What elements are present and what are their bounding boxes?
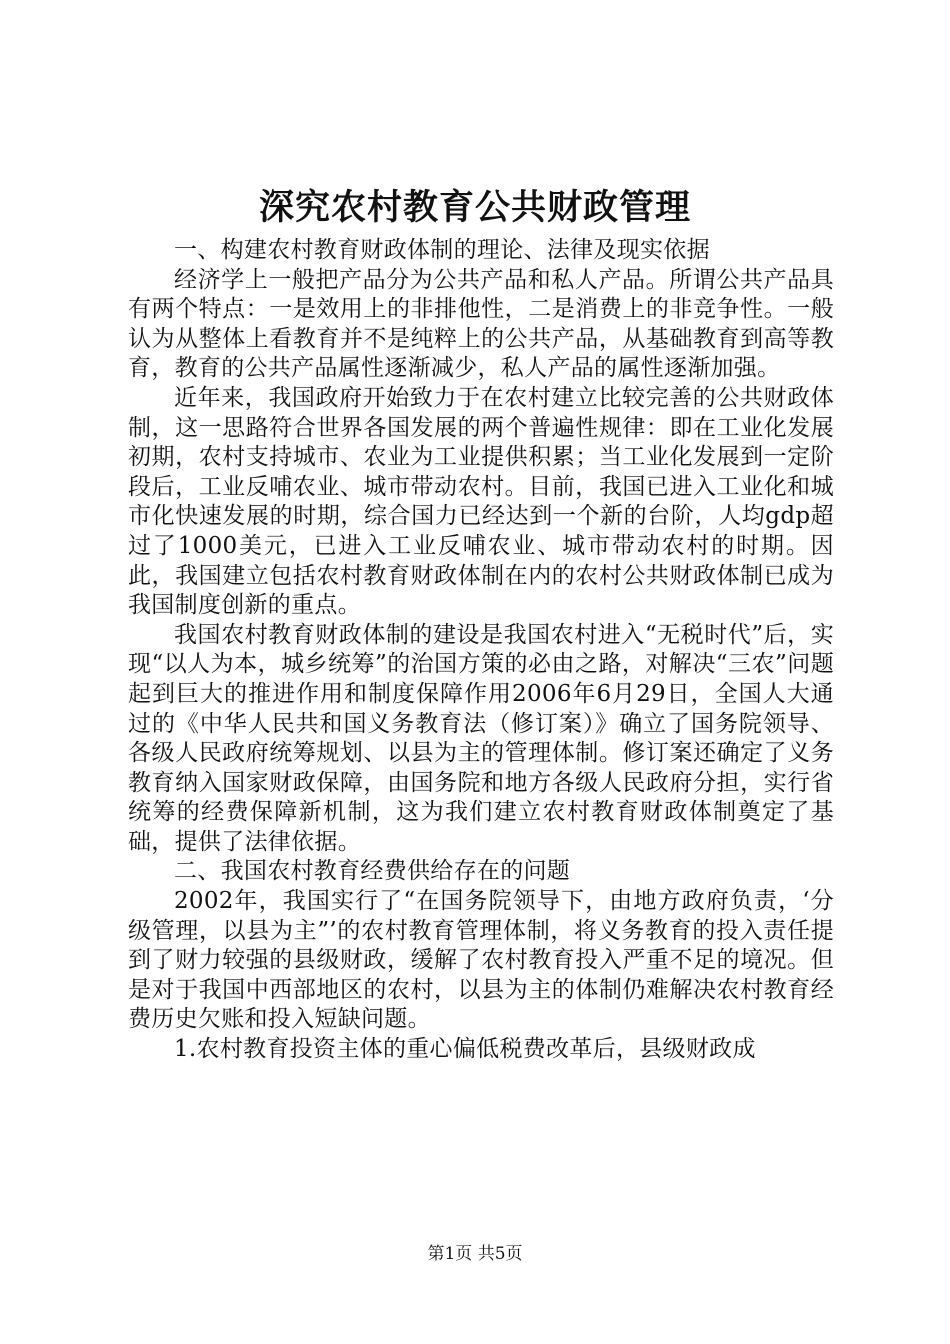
paragraph-3: 我国农村教育财政体制的建设是我国农村进入“无税时代”后，实现“以人为本，城乡统筹”的治国方策的必由之路，对解决“三农”问题起到巨大的推进作用和制度保障作用2006年6月29日，全国人大通过的《中华人民共和国义务教育法（修订案）》确立了国务院领导、各级人民政府统筹规划、以县为主的管理体制。修订案还确定了义务教育纳入国家财政保障，由国务院和地方各级人民政府分担，实行省统筹的经费保障新机制，这为我们建立农村教育财政体制奠定了基础，提供了法律依据。 [128,621,834,855]
section-heading-2: 二、我国农村教育经费供给存在的问题 [174,858,571,885]
document-body [128,236,834,1065]
paragraph-1: 经济学上一般把产品分为公共产品和私人产品。所谓公共产品具有两个特点：一是效用上的非排他性，二是消费上的非竞争性。一般认为从整体上看教育并不是纯粹上的公共产品，从基础教育到高等教育，教育的公共产品属性逐渐减少，私人产品的属性逐渐加强。 [128,266,834,382]
document-title: 深究农村教育公共财政管理 [258,187,691,228]
section-heading-1: 一、构建农村教育财政体制的理论、法律及现实依据 [174,237,710,263]
paragraph-2: 近年来，我国政府开始致力于在农村建立比较完善的公共财政体制，这一思路符合世界各国发展的两个普遍性规律：即在工业化发展初期，农村支持城市、农业为工业提供积累；当工业化发展到一定阶段后，工业反哺农业、城市带动农村。目前，我国已进入工业化和城市化快速发展的时期，综合国力已经达到一个新的台阶，人均gdp超过了1000美元，已进入工业反哺农业、城市带动农村的时期。因此，我国建立包括农村教育财政体制在内的农村公共财政体制已成为我国制度创新的重点。 [128,384,834,619]
page-footer: 第1页 共5页 [427,1244,523,1264]
paragraph-4: 2002年，我国实行了“在国务院领导下，由地方政府负责，‘分级管理，以县为主”’的农村教育管理体制，将义务教育的投入责任提到了财力较强的县级财政，缓解了农村教育投入严重不足的境况。但是对于我国中西部地区的农村，以县为主的体制仍难解决农村教育经费历史欠账和投入短缺问题。 [128,888,834,1033]
paragraph-5: 1.农村教育投资主体的重心偏低税费改革后，县级财政成 [174,1036,756,1063]
